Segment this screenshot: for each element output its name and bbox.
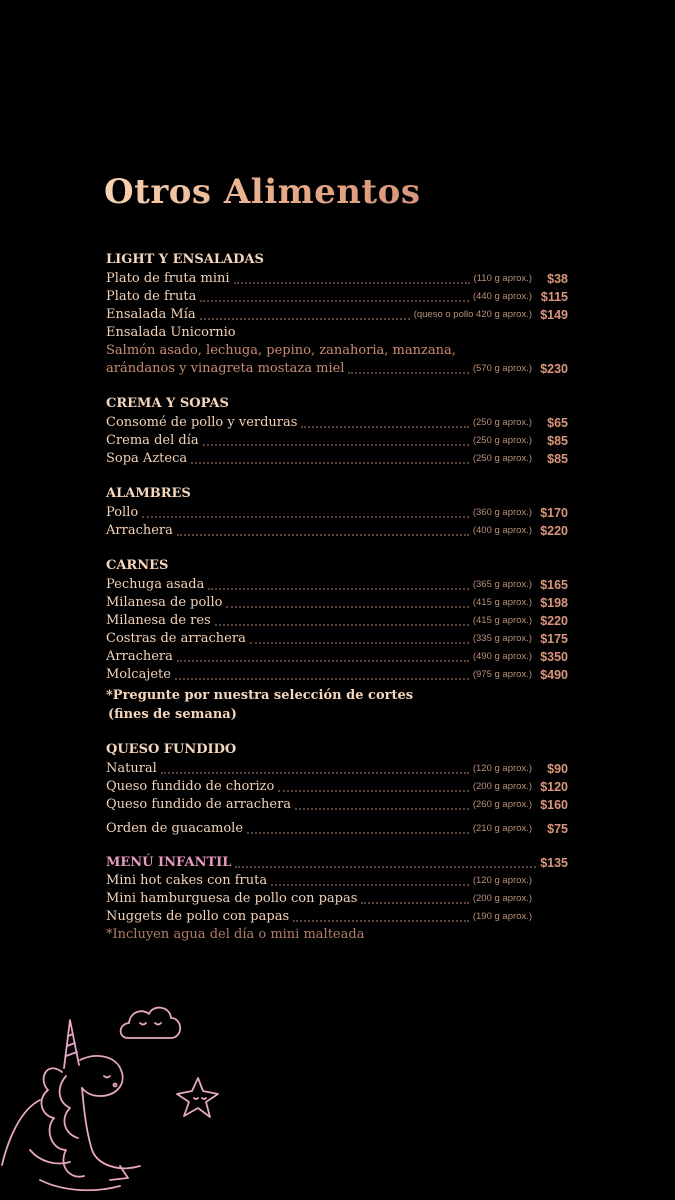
dot-leader <box>177 660 469 662</box>
page-title: Otros Alimentos <box>104 172 421 212</box>
item-price: $175 <box>540 632 568 646</box>
item-price: $85 <box>547 434 568 448</box>
dot-leader <box>203 444 469 446</box>
dot-leader <box>208 588 469 590</box>
item-quantity: (250 g aprox.) <box>472 417 532 428</box>
item-quantity: (200 g aprox.) <box>472 893 532 904</box>
item-quantity: (570 g aprox.) <box>472 363 532 374</box>
menu-item <box>106 360 568 378</box>
item-name: Sopa Azteca <box>106 451 188 466</box>
item-price: $198 <box>540 596 568 610</box>
item-name: Mini hot cakes con fruta <box>106 873 268 888</box>
item-price: $170 <box>540 506 568 520</box>
dot-leader <box>348 372 468 374</box>
infantil-note: *Incluyen agua del día o mini malteada <box>106 927 365 942</box>
item-quantity: (440 g aprox.) <box>472 291 532 302</box>
cortes-note: *Pregunte por nuestra selección de cortes <box>106 688 414 703</box>
item-quantity: (260 g aprox.) <box>472 799 532 810</box>
menu-item <box>106 648 568 666</box>
menu-item <box>106 288 568 306</box>
item-quantity: (110 g aprox.) <box>473 273 532 284</box>
menu-item <box>106 908 568 926</box>
dot-leader <box>191 462 469 464</box>
item-quantity: (queso o pollo 420 g aprox.) <box>413 309 532 320</box>
item-price: $85 <box>547 452 568 466</box>
item-quantity: (365 g aprox.) <box>472 579 532 590</box>
item-quantity: (975 g aprox.) <box>472 669 532 680</box>
item-quantity: (200 g aprox.) <box>472 781 532 792</box>
dot-leader <box>226 606 468 608</box>
section-title-infantil <box>106 854 568 872</box>
item-name: Queso fundido de arrachera <box>106 797 292 812</box>
item-name: Milanesa de pollo <box>106 595 223 610</box>
item-price: $75 <box>547 822 568 836</box>
dot-leader <box>361 902 468 904</box>
item-price: $165 <box>540 578 568 592</box>
item-price: $490 <box>540 668 568 682</box>
item-price: $38 <box>547 272 568 286</box>
dot-leader <box>295 808 469 810</box>
dot-leader <box>200 318 410 320</box>
item-price: $350 <box>540 650 568 664</box>
item-quantity: (250 g aprox.) <box>472 435 532 446</box>
unicorn-icon <box>2 1020 140 1190</box>
item-name: Arrachera <box>106 649 173 664</box>
section-title-carnes: CARNES <box>106 558 169 573</box>
item-quantity: (415 g aprox.) <box>472 615 532 626</box>
item-price: $120 <box>540 780 568 794</box>
dot-leader <box>175 678 469 680</box>
item-name: Consomé de pollo y verduras <box>106 415 298 430</box>
menu-item <box>106 450 568 468</box>
item-quantity: (210 g aprox.) <box>472 823 532 834</box>
dot-leader <box>301 426 468 428</box>
menu-item <box>106 630 568 648</box>
dot-leader <box>278 790 468 792</box>
menu-item <box>106 594 568 612</box>
dot-leader <box>215 624 469 626</box>
section-title-queso: QUESO FUNDIDO <box>106 742 237 757</box>
section-title-light: LIGHT Y ENSALADAS <box>106 252 264 267</box>
item-name: Plato de fruta <box>106 289 197 304</box>
dot-leader <box>177 534 469 536</box>
menu-item <box>106 796 568 814</box>
item-name: Milanesa de res <box>106 613 211 628</box>
item-quantity: (190 g aprox.) <box>472 911 532 922</box>
menu-item <box>106 760 568 778</box>
menu-item <box>106 612 568 630</box>
item-name: Orden de guacamole <box>106 821 244 836</box>
item-name: Natural <box>106 761 157 776</box>
item-name: Crema del día <box>106 433 199 448</box>
item-name-unicornio: Ensalada Unicornio <box>106 325 236 340</box>
item-quantity: (335 g aprox.) <box>472 633 532 644</box>
item-quantity: (120 g aprox.) <box>472 875 532 886</box>
item-name: Ensalada Mía <box>106 307 196 322</box>
item-price: $149 <box>540 308 568 322</box>
menu-item <box>106 414 568 432</box>
item-name: Nuggets de pollo con papas <box>106 909 290 924</box>
item-quantity: (360 g aprox.) <box>472 507 532 518</box>
item-price: $220 <box>540 524 568 538</box>
dot-leader <box>247 832 469 834</box>
infantil-title: MENÚ INFANTIL <box>106 855 232 870</box>
item-quantity: (120 g aprox.) <box>472 763 532 774</box>
item-price: $65 <box>547 416 568 430</box>
section-title-crema: CREMA Y SOPAS <box>106 396 229 411</box>
menu-item <box>106 504 568 522</box>
menu-item <box>106 890 568 908</box>
item-quantity: (250 g aprox.) <box>472 453 532 464</box>
item-description: arándanos y vinagreta mostaza miel <box>106 361 345 376</box>
dot-leader <box>161 772 469 774</box>
item-price: $220 <box>540 614 568 628</box>
dot-leader <box>234 282 470 284</box>
item-name: Costras de arrachera <box>106 631 246 646</box>
item-quantity: (400 g aprox.) <box>472 525 532 536</box>
infantil-price: $135 <box>540 856 568 870</box>
menu-item <box>106 432 568 450</box>
item-name: Queso fundido de chorizo <box>106 779 275 794</box>
item-price: $160 <box>540 798 568 812</box>
item-description: Salmón asado, lechuga, pepino, zanahoria, manzana, <box>106 343 456 358</box>
cloud-icon <box>121 1008 181 1038</box>
item-name: Pollo <box>106 505 139 520</box>
section-title-alambres: ALAMBRES <box>106 486 191 501</box>
dot-leader <box>142 516 469 518</box>
menu-item <box>106 306 568 324</box>
menu-item <box>106 522 568 540</box>
decoration <box>0 990 260 1200</box>
menu-item <box>106 576 568 594</box>
item-name: Mini hamburguesa de pollo con papas <box>106 891 358 906</box>
menu-item <box>106 778 568 796</box>
cortes-note-weekend: (fines de semana) <box>108 707 237 722</box>
item-name: Pechuga asada <box>106 577 205 592</box>
item-quantity: (415 g aprox.) <box>472 597 532 608</box>
item-name: Plato de fruta mini <box>106 271 230 286</box>
menu-item <box>106 872 568 890</box>
dot-leader <box>271 884 469 886</box>
menu-item-guacamole <box>106 820 568 838</box>
item-name: Arrachera <box>106 523 173 538</box>
item-name: Molcajete <box>106 667 171 682</box>
star-icon <box>177 1078 218 1117</box>
menu-item <box>106 666 568 684</box>
dot-leader <box>250 642 469 644</box>
item-price: $115 <box>540 290 568 304</box>
dot-leader <box>235 866 536 868</box>
dot-leader <box>293 920 469 922</box>
item-quantity: (490 g aprox.) <box>472 651 532 662</box>
menu-item <box>106 270 568 288</box>
item-price: $230 <box>540 362 568 376</box>
dot-leader <box>200 300 468 302</box>
item-price: $90 <box>547 762 568 776</box>
